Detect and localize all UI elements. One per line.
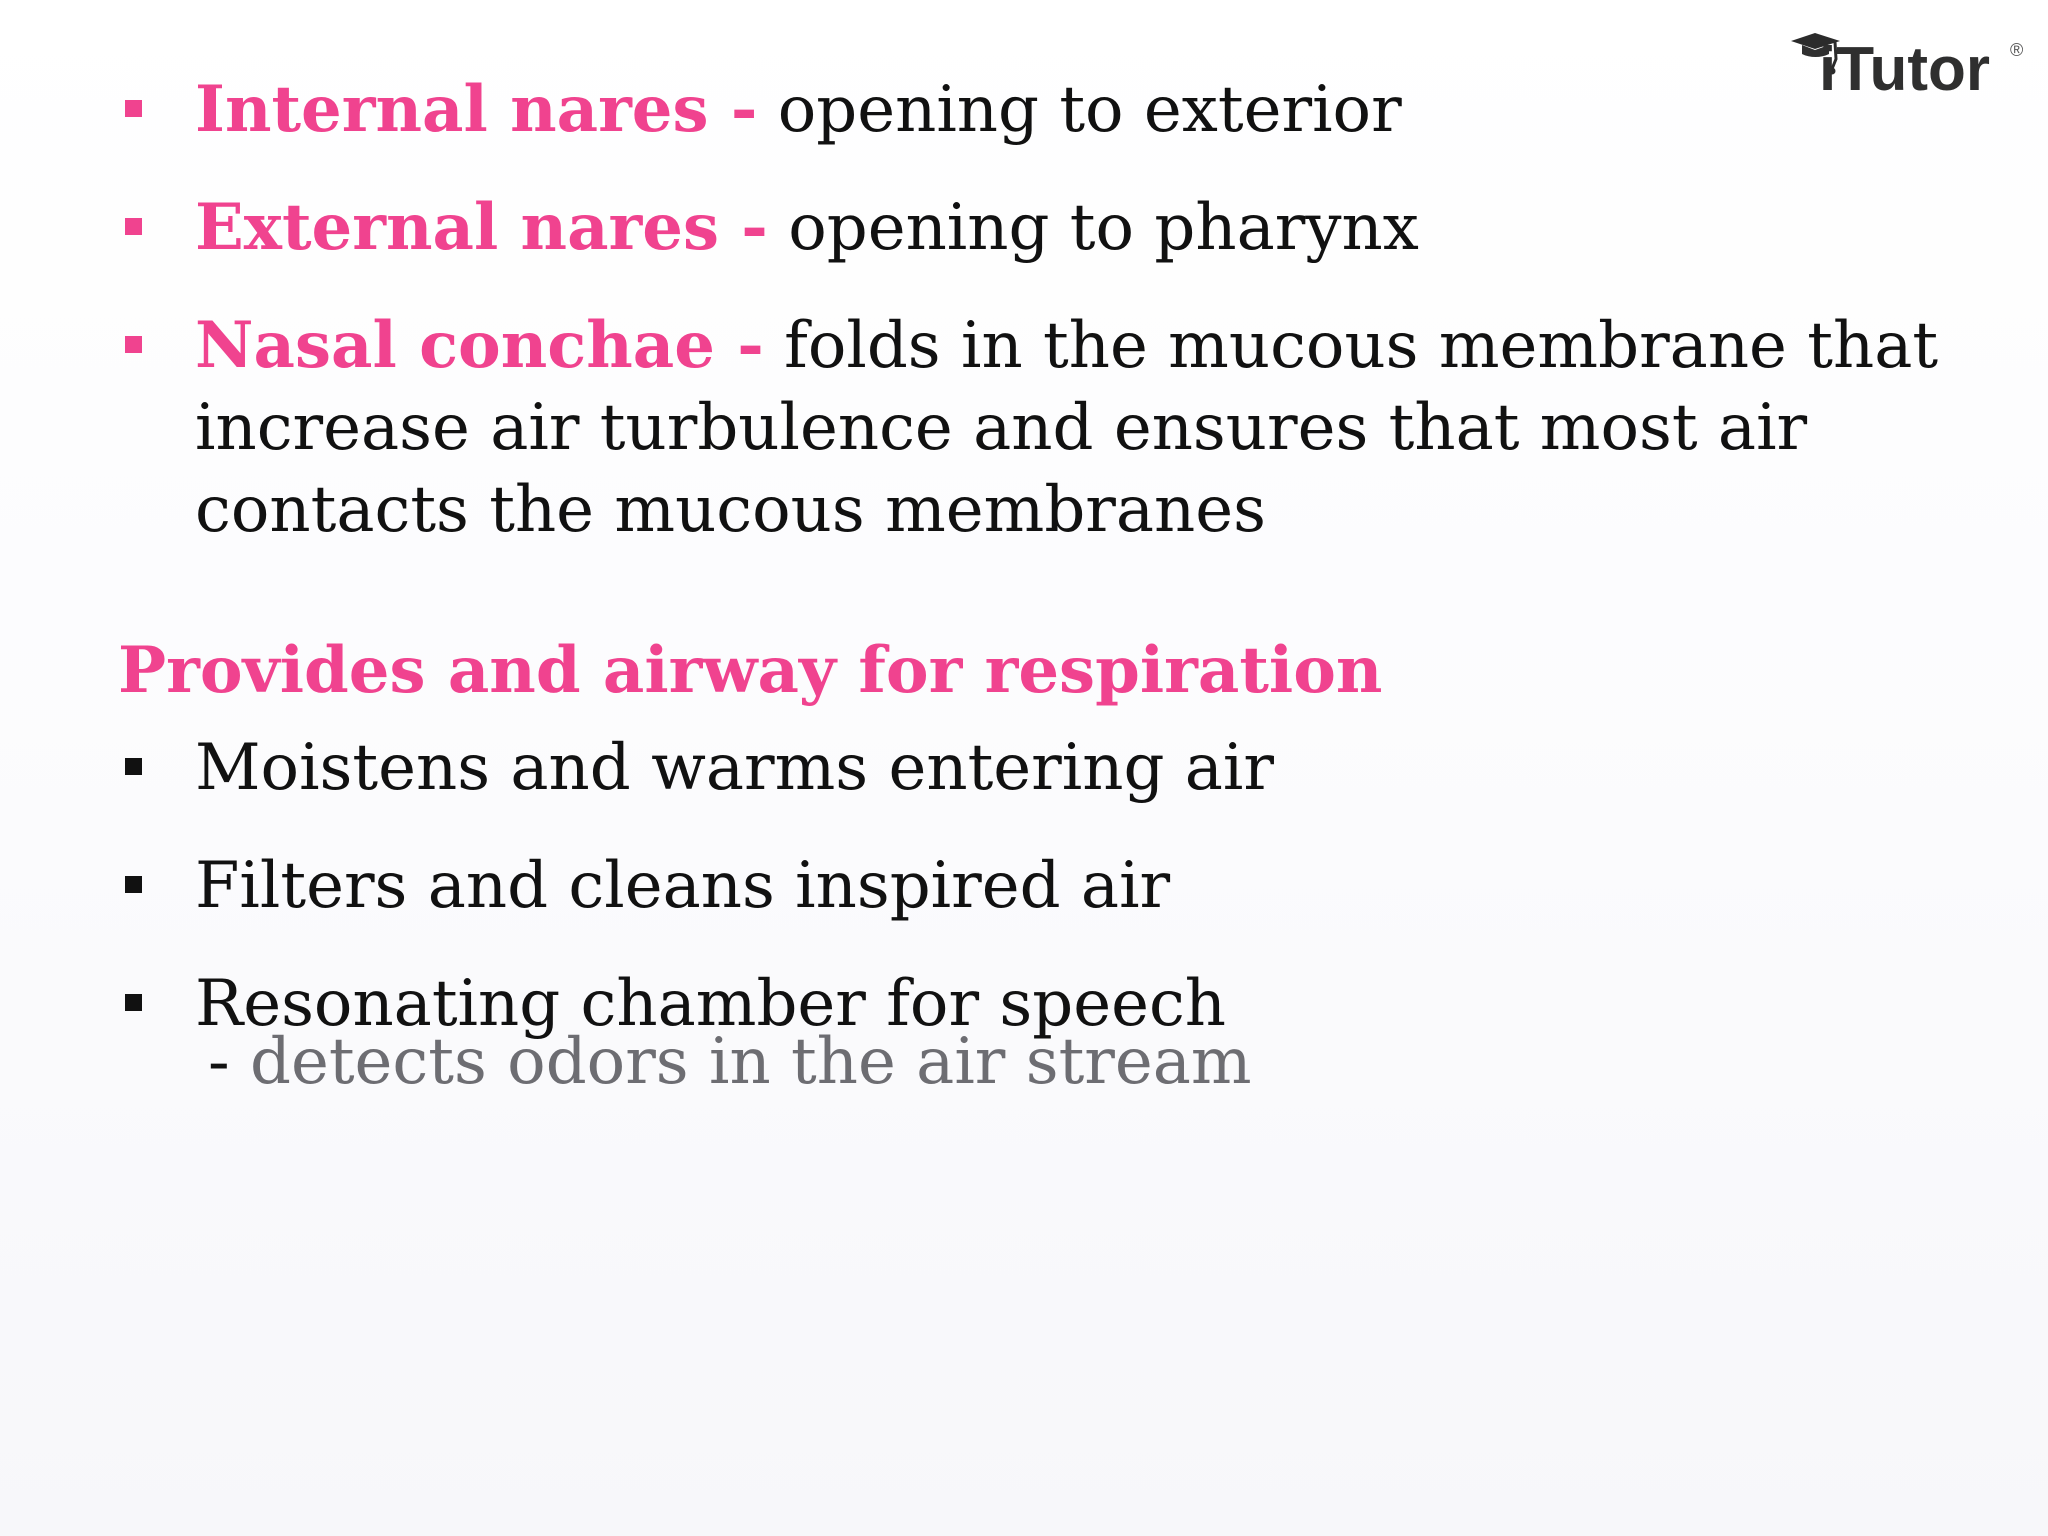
top-definition-list xyxy=(118,69,1978,587)
function-text: Filters and cleans inspired air xyxy=(195,849,1171,923)
function-item xyxy=(118,727,1978,809)
function-text: Resonating chamber for speech xyxy=(195,967,1226,1041)
section-heading: Provides and airway for respiration xyxy=(118,633,1383,708)
definition-item-internal-nares xyxy=(118,69,1978,151)
definition-text: opening to pharynx xyxy=(788,191,1419,265)
definition-term: Internal nares - xyxy=(195,72,758,147)
square-bullet-icon xyxy=(125,876,142,893)
definition-text: opening to exterior xyxy=(777,73,1402,147)
dash-marker: - xyxy=(208,1025,230,1099)
definition-item-nasal-conchae xyxy=(118,305,1978,551)
logo-registered-mark: ® xyxy=(2010,40,2024,60)
pink-square-bullet-icon xyxy=(125,100,142,117)
pink-square-bullet-icon xyxy=(125,336,142,353)
definition-text: folds in the mucous membrane that increase air turbulence and ensures that most air contacts the mucous membranes xyxy=(195,309,1939,547)
square-bullet-icon xyxy=(125,994,142,1011)
square-bullet-icon xyxy=(125,758,142,775)
sub-item-text: detects odors in the air stream xyxy=(249,1025,1252,1099)
definition-term: Nasal conchae - xyxy=(195,308,764,383)
pink-square-bullet-icon xyxy=(125,218,142,235)
function-text: Moistens and warms entering air xyxy=(195,731,1274,805)
function-item xyxy=(118,845,1978,927)
logo-wordmark: iTutor xyxy=(1819,35,1991,100)
definition-item-external-nares xyxy=(118,187,1978,269)
sub-item-odors xyxy=(208,1021,1252,1103)
definition-term: External nares - xyxy=(195,190,768,265)
